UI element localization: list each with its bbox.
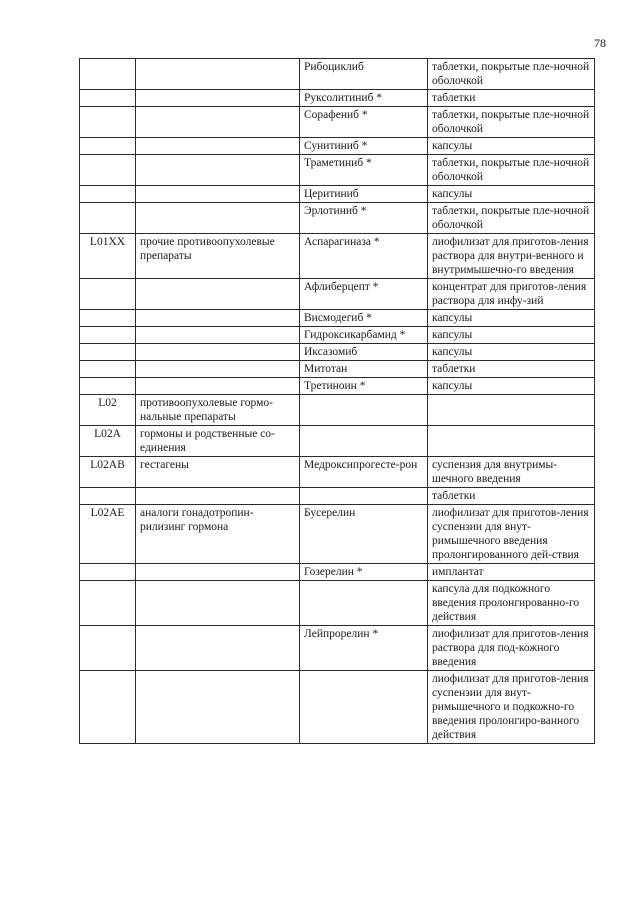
dosage-form: лиофилизат для приготов-ления суспензии для внут-римышечного и подкожно-го введения пролонгиро-ванного действия <box>428 671 595 744</box>
table-row <box>80 564 595 581</box>
dosage-form: лиофилизат для приготов-ления суспензии для внут-римышечного введения пролонгированного дей-ствия <box>428 505 595 564</box>
atc-code <box>80 378 136 395</box>
group-name <box>136 279 300 310</box>
group-name <box>136 378 300 395</box>
group-name <box>136 203 300 234</box>
drug-name: Церитиниб <box>300 186 428 203</box>
table-row <box>80 107 595 138</box>
dosage-form: таблетки, покрытые пле-ночной оболочкой <box>428 59 595 90</box>
table-row <box>80 279 595 310</box>
atc-code: L02A <box>80 426 136 457</box>
table-row <box>80 457 595 488</box>
atc-code <box>80 90 136 107</box>
table-row <box>80 488 595 505</box>
table-row <box>80 59 595 90</box>
group-name <box>136 671 300 744</box>
atc-code <box>80 488 136 505</box>
group-name <box>136 59 300 90</box>
group-name <box>136 310 300 327</box>
dosage-form: капсулы <box>428 327 595 344</box>
drug-name: Медроксипрогесте-рон <box>300 457 428 488</box>
atc-code <box>80 626 136 671</box>
group-name <box>136 155 300 186</box>
table-row <box>80 310 595 327</box>
atc-code <box>80 186 136 203</box>
drug-name: Траметиниб * <box>300 155 428 186</box>
group-name: гестагены <box>136 457 300 488</box>
dosage-form: таблетки, покрытые пле-ночной оболочкой <box>428 155 595 186</box>
group-name <box>136 186 300 203</box>
group-name <box>136 581 300 626</box>
group-name <box>136 361 300 378</box>
table-row <box>80 378 595 395</box>
drug-name <box>300 488 428 505</box>
drug-name <box>300 581 428 626</box>
table-row <box>80 186 595 203</box>
atc-code <box>80 344 136 361</box>
group-name <box>136 344 300 361</box>
table-row <box>80 361 595 378</box>
drug-name: Иксазомиб <box>300 344 428 361</box>
dosage-form: капсула для подкожного введения пролонгированно-го действия <box>428 581 595 626</box>
drug-name: Лейпрорелин * <box>300 626 428 671</box>
drug-name <box>300 426 428 457</box>
group-name <box>136 564 300 581</box>
dosage-form: таблетки, покрытые пле-ночной оболочкой <box>428 203 595 234</box>
drug-name <box>300 671 428 744</box>
group-name <box>136 488 300 505</box>
group-name <box>136 107 300 138</box>
dosage-form: капсулы <box>428 138 595 155</box>
group-name <box>136 327 300 344</box>
drug-name: Гидроксикарбамид * <box>300 327 428 344</box>
drug-name: Митотан <box>300 361 428 378</box>
dosage-form: капсулы <box>428 310 595 327</box>
dosage-form: капсулы <box>428 186 595 203</box>
drug-name <box>300 395 428 426</box>
atc-code <box>80 138 136 155</box>
table-row <box>80 671 595 744</box>
group-name: аналоги гонадотропин-рилизинг гормона <box>136 505 300 564</box>
drug-name: Афлиберцепт * <box>300 279 428 310</box>
atc-code <box>80 564 136 581</box>
atc-code <box>80 581 136 626</box>
atc-code <box>80 310 136 327</box>
drug-name: Аспарагиназа * <box>300 234 428 279</box>
group-name <box>136 626 300 671</box>
drug-name: Сунитиниб * <box>300 138 428 155</box>
atc-code: L01XX <box>80 234 136 279</box>
page-number: 78 <box>594 36 606 50</box>
table-row <box>80 344 595 361</box>
dosage-form: таблетки <box>428 90 595 107</box>
group-name <box>136 138 300 155</box>
dosage-form: имплантат <box>428 564 595 581</box>
dosage-form: таблетки <box>428 488 595 505</box>
drug-name: Висмодегиб * <box>300 310 428 327</box>
group-name <box>136 90 300 107</box>
dosage-form: капсулы <box>428 344 595 361</box>
dosage-form: лиофилизат для приготов-ления раствора для внутри-венного и внутримышечно-го введения <box>428 234 595 279</box>
drug-name: Рибоциклиб <box>300 59 428 90</box>
atc-code: L02AB <box>80 457 136 488</box>
drug-name: Гозерелин * <box>300 564 428 581</box>
table-row <box>80 234 595 279</box>
table-row <box>80 90 595 107</box>
table-row <box>80 327 595 344</box>
dosage-form: лиофилизат для приготов-ления раствора для под-кожного введения <box>428 626 595 671</box>
atc-code <box>80 361 136 378</box>
drug-name: Бусерелин <box>300 505 428 564</box>
atc-code <box>80 327 136 344</box>
drug-name: Руксолитиниб * <box>300 90 428 107</box>
atc-code: L02 <box>80 395 136 426</box>
atc-code <box>80 203 136 234</box>
drug-name: Сорафениб * <box>300 107 428 138</box>
dosage-form <box>428 426 595 457</box>
group-name: противоопухолевые гормо-нальные препараты <box>136 395 300 426</box>
table-row <box>80 581 595 626</box>
dosage-form: капсулы <box>428 378 595 395</box>
table-row <box>80 426 595 457</box>
dosage-form: таблетки, покрытые пле-ночной оболочкой <box>428 107 595 138</box>
dosage-form: таблетки <box>428 361 595 378</box>
dosage-form: концентрат для приготов-ления раствора для инфу-зий <box>428 279 595 310</box>
drug-name: Эрлотиниб * <box>300 203 428 234</box>
atc-code <box>80 155 136 186</box>
atc-code <box>80 671 136 744</box>
table-row <box>80 155 595 186</box>
table-row <box>80 626 595 671</box>
dosage-form: суспензия для внутримы-шечного введения <box>428 457 595 488</box>
table-row <box>80 203 595 234</box>
drug-table <box>79 58 595 744</box>
atc-code <box>80 59 136 90</box>
drug-name: Третиноин * <box>300 378 428 395</box>
atc-code <box>80 279 136 310</box>
table-row <box>80 505 595 564</box>
group-name: прочие противоопухолевые препараты <box>136 234 300 279</box>
table-row <box>80 138 595 155</box>
dosage-form <box>428 395 595 426</box>
group-name: гормоны и родственные со-единения <box>136 426 300 457</box>
atc-code <box>80 107 136 138</box>
table-row <box>80 395 595 426</box>
atc-code: L02AE <box>80 505 136 564</box>
